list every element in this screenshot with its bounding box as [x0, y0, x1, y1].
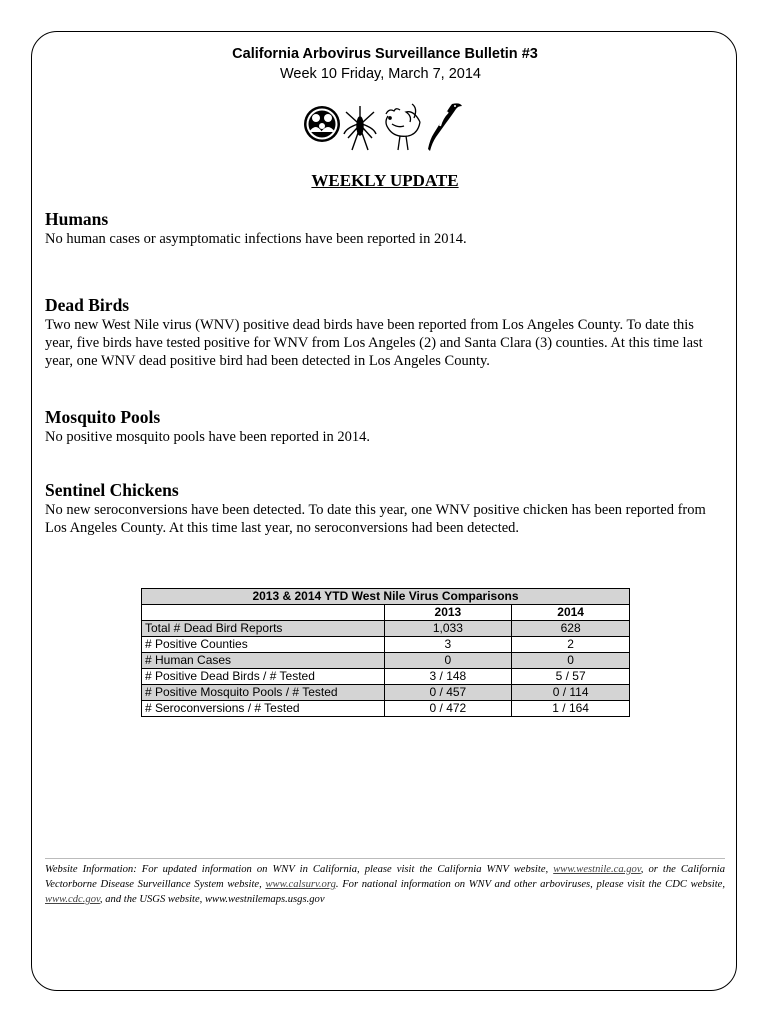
- westnile-link[interactable]: www.westnile.ca.gov: [553, 864, 641, 875]
- sentinel-chickens-heading: Sentinel Chickens: [45, 480, 179, 500]
- table-cell: 1 / 164: [512, 701, 630, 717]
- mosquito-pools-section: [45, 407, 715, 446]
- sentinel-chickens-section: [45, 480, 715, 537]
- table-cell: # Human Cases: [142, 653, 385, 669]
- surveillance-icons: [302, 98, 464, 158]
- table-cell: 1,033: [384, 621, 512, 637]
- table-cell: 0 / 114: [512, 685, 630, 701]
- table-row: [142, 685, 630, 701]
- table-cell: # Positive Counties: [142, 637, 385, 653]
- dead-birds-text: Two new West Nile virus (WNV) positive dead birds have been reported from Los Angeles County. To date this year, five birds have tested positive for WNV from Los Angeles (2) and Santa Clara (3) counties. At this time last year, one WNV dead positive bird had been detected in Los Angeles County.: [45, 317, 703, 369]
- mosquito-pools-text: No positive mosquito pools have been reported in 2014.: [45, 429, 370, 445]
- table-row: [142, 621, 630, 637]
- mosquito-icon: [344, 106, 376, 150]
- dead-birds-heading: Dead Birds: [45, 295, 130, 315]
- dead-birds-section: [45, 295, 715, 370]
- table-cell: 3 / 148: [384, 669, 512, 685]
- table-header-cell: [142, 605, 385, 621]
- table-cell: 5 / 57: [512, 669, 630, 685]
- footer-text: . For national information on WNV and other arboviruses, please visit the CDC website,: [335, 879, 725, 890]
- cdc-link[interactable]: www.cdc.gov: [45, 894, 100, 905]
- table-row: [142, 637, 630, 653]
- humans-heading: Humans: [45, 209, 109, 229]
- table-row: [142, 701, 630, 717]
- table-cell: 0: [512, 653, 630, 669]
- ytd-comparison-table: [141, 588, 630, 717]
- table-header-row: [142, 605, 630, 621]
- sentinel-chickens-text: No new seroconversions have been detected. To date this year, one WNV positive chicken has been reported from Los Angeles County. At this time last year, no seroconversions had been detected.: [45, 502, 706, 536]
- table-cell: # Seroconversions / # Tested: [142, 701, 385, 717]
- footer-text: , and the USGS website, www.westnilemaps.usgs.gov: [99, 894, 325, 905]
- table-cell: 2: [512, 637, 630, 653]
- bulletin-date: Week 10 Friday, March 7, 2014: [280, 66, 481, 82]
- chicken-icon: [386, 104, 420, 150]
- table-caption-row: [142, 589, 630, 605]
- website-information: [45, 862, 725, 907]
- humans-text: No human cases or asymptomatic infections have been reported in 2014.: [45, 231, 467, 247]
- footer-divider: [45, 858, 725, 859]
- humans-section: [45, 209, 715, 248]
- table-cell: 0 / 472: [384, 701, 512, 717]
- table-cell: # Positive Dead Birds / # Tested: [142, 669, 385, 685]
- table-cell: 0: [384, 653, 512, 669]
- table-cell: 3: [384, 637, 512, 653]
- bird-icon: [428, 103, 462, 151]
- table-caption: 2013 & 2014 YTD West Nile Virus Comparisons: [142, 589, 630, 605]
- table-row: [142, 653, 630, 669]
- table-header-cell: 2013: [384, 605, 512, 621]
- footer-text: Website Information: For updated information on WNV in California, please visit the California WNV website,: [45, 864, 554, 875]
- table-row: [142, 669, 630, 685]
- table-cell: Total # Dead Bird Reports: [142, 621, 385, 637]
- table-cell: 628: [512, 621, 630, 637]
- weekly-update-heading: WEEKLY UPDATE: [311, 171, 459, 190]
- footer-text: , or the California Vectorborne Disease Surveillance System website,: [45, 864, 725, 890]
- mosquito-pools-heading: Mosquito Pools: [45, 407, 161, 427]
- bulletin-title: California Arbovirus Surveillance Bulletin #3: [232, 46, 538, 62]
- table-cell: # Positive Mosquito Pools / # Tested: [142, 685, 385, 701]
- people-icon: [304, 106, 340, 142]
- calsurv-link[interactable]: www.calsurv.org: [265, 879, 336, 890]
- table-header-cell: 2014: [512, 605, 630, 621]
- table-cell: 0 / 457: [384, 685, 512, 701]
